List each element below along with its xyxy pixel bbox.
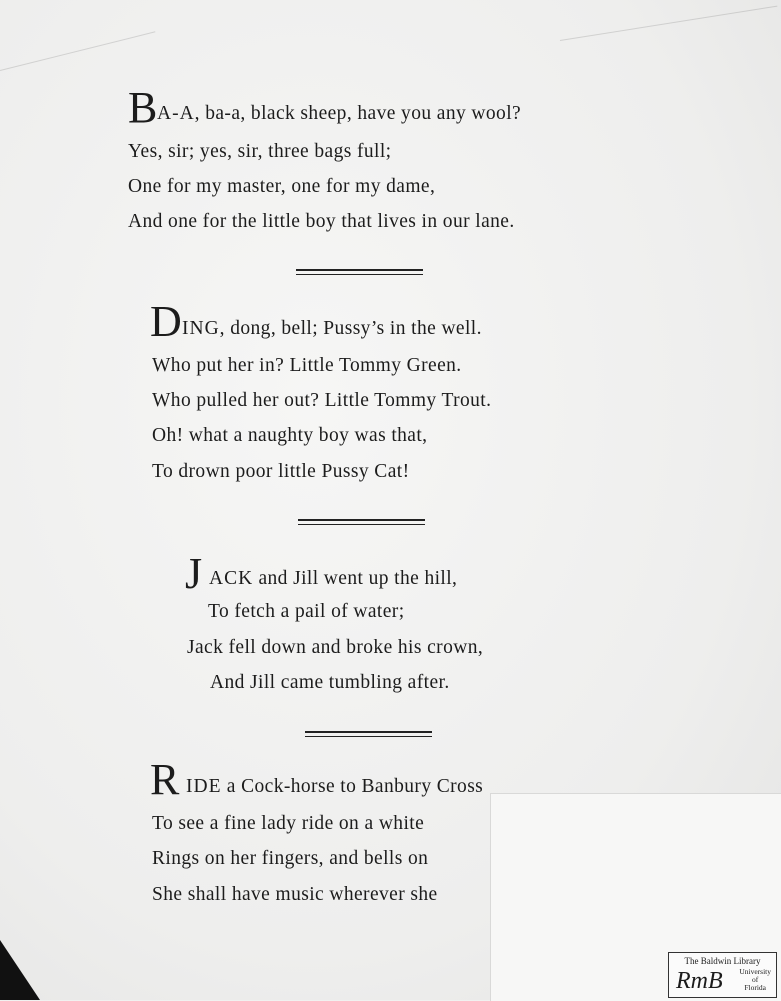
stanza-line: One for my master, one for my dame, (128, 176, 436, 197)
drop-cap: B (128, 83, 158, 132)
paper-crease (560, 6, 777, 41)
stanza-first-line: IDE a Cock-horse to Banbury Cross (186, 776, 484, 797)
drop-cap: J (185, 549, 203, 598)
stamp-logo: RmB (676, 968, 723, 994)
double-rule-divider (298, 519, 425, 525)
drop-cap: D (150, 297, 182, 346)
stanza-line: Who put her in? Little Tommy Green. (152, 355, 462, 376)
stanza-line: To see a fine lady ride on a white (152, 813, 425, 834)
stanza-line: Oh! what a naughty boy was that, (152, 425, 428, 446)
stanza-baa-baa-black-sheep (128, 83, 628, 236)
double-rule-divider (296, 269, 423, 275)
stanza-line: Jack fell down and broke his crown, (187, 637, 484, 658)
stanza-line: Yes, sir; yes, sir, three bags full; (128, 141, 392, 162)
torn-corner (0, 940, 40, 1000)
stanza-line: She shall have music wherever she (152, 884, 438, 905)
stanza-line: Rings on her fingers, and bells on (152, 848, 429, 869)
library-stamp (668, 952, 777, 998)
stanza-line: And one for the little boy that lives in our lane. (128, 211, 515, 232)
paper-crease (0, 31, 155, 71)
stanza-jack-and-jill (185, 549, 565, 702)
stamp-university: University of Florida (739, 967, 771, 992)
stanza-first-line: ACK and Jill went up the hill, (209, 568, 458, 589)
double-rule-divider (305, 731, 432, 737)
stanza-first-line: A-A, ba-a, black sheep, have you any wool? (157, 103, 522, 124)
stanza-line: To fetch a pail of water; (208, 601, 405, 622)
drop-cap: R (150, 755, 180, 804)
stanza-line: And Jill came tumbling after. (210, 672, 450, 693)
stanza-first-line: ING, dong, bell; Pussy’s in the well. (182, 318, 482, 339)
stanza-line: Who pulled her out? Little Tommy Trout. (152, 390, 492, 411)
stanza-line: To drown poor little Pussy Cat! (152, 461, 410, 482)
stanza-ding-dong-bell (150, 297, 600, 490)
stamp-title: The Baldwin Library (684, 956, 761, 966)
